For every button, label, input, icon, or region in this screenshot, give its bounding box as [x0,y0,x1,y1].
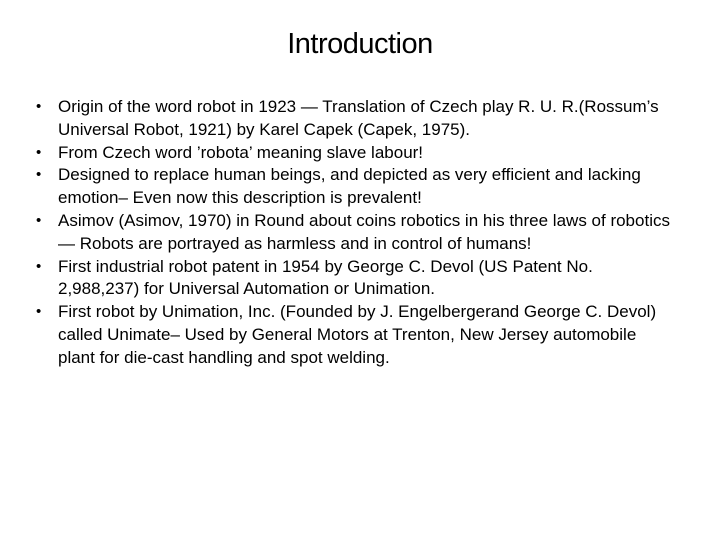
bullet-item-2 [36,142,676,165]
slide-title: Introduction [287,28,433,60]
bullet-item-3 [36,164,676,210]
bullet-icon: • [36,166,42,184]
bullet-icon: • [36,303,42,321]
bullet-text: From Czech word ’robota’ meaning slave labour! [58,142,424,162]
bullet-item-6 [36,301,676,369]
bullet-text: Origin of the word robot in 1923 — Translation of Czech play R. U. R.(Rossum’s Universal Robot, 1921) by Karel Capek (Capek, 1975). [58,97,659,139]
bullet-item-4 [36,210,676,256]
bullet-list [36,96,676,370]
bullet-icon: • [36,211,42,229]
bullet-icon: • [36,257,42,275]
bullet-text: First robot by Unimation, Inc. (Founded by J. Engelbergerand George C. Devol) called Unimate– Used by General Motors at Trenton, New Jersey automobile plant for die-cast handling and spot welding. [58,302,657,367]
bullet-item-1 [36,96,676,142]
bullet-text: Asimov (Asimov, 1970) in Round about coins robotics in his three laws of robotics— Robots are portrayed as harmless and in control of humans! [58,210,670,253]
bullet-item-5 [36,256,676,302]
bullet-icon: • [36,143,42,161]
bullet-text: Designed to replace human beings, and depicted as very efficient and lacking emotion– Even now this description is prevalent! [58,165,641,208]
bullet-text: First industrial robot patent in 1954 by George C. Devol (US Patent No. 2,988,237) for Universal Automation or Unimation. [58,256,593,299]
bullet-icon: • [36,98,42,115]
